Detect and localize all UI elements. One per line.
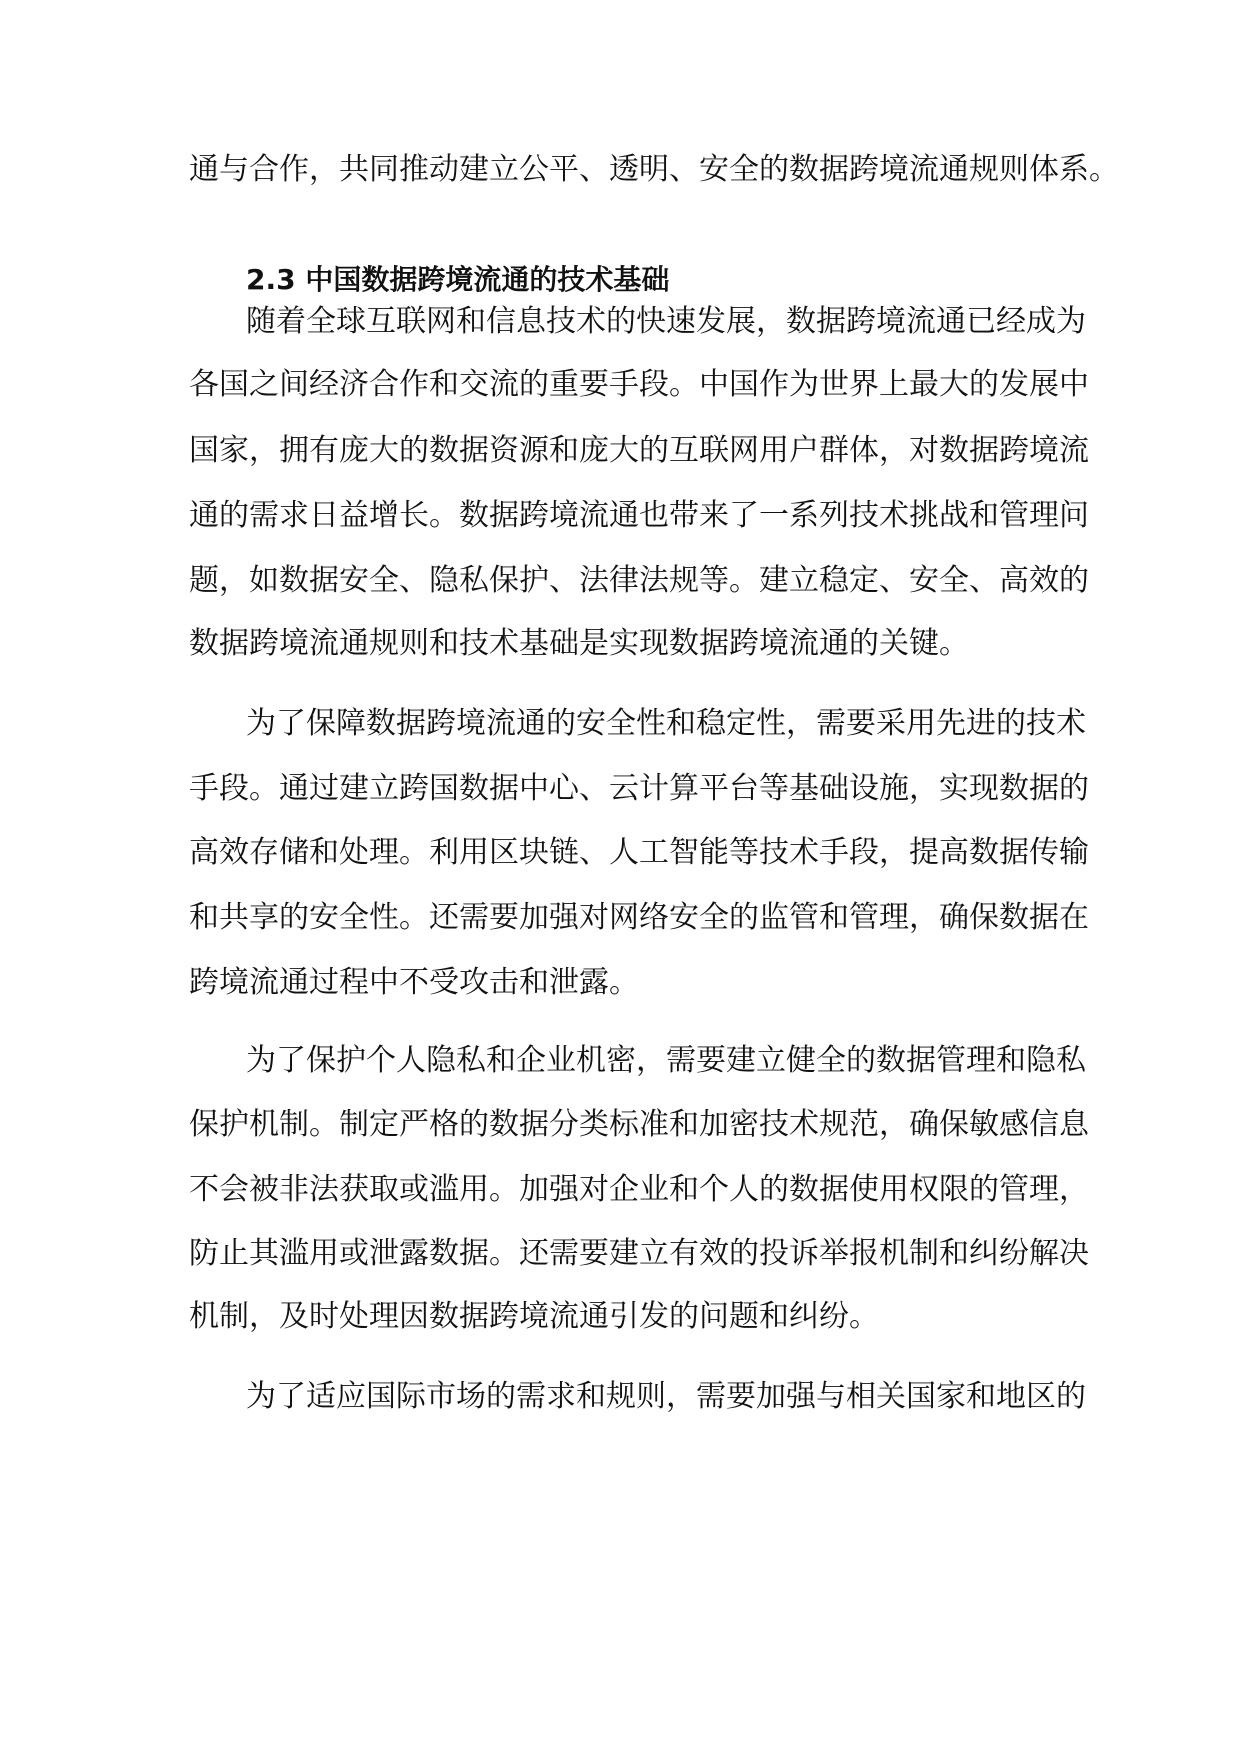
paragraph-3-line-4: 防止其滥用或泄露数据。还需要建立有效的投诉举报机制和纠纷解决: [189, 1236, 1089, 1271]
paragraph-3-line-1: 为了保护个人隐私和企业机密，需要建立健全的数据管理和隐私: [246, 1043, 1086, 1078]
paragraph-3-line-3: 不会被非法获取或滥用。加强对企业和个人的数据使用权限的管理，: [189, 1172, 1089, 1207]
paragraph-1-line-6: 数据跨境流通规则和技术基础是实现数据跨境流通的关键。: [189, 626, 969, 661]
paragraph-1-line-2: 各国之间经济合作和交流的重要手段。中国作为世界上最大的发展中: [189, 367, 1089, 402]
paragraph-3-line-2: 保护机制。制定严格的数据分类标准和加密技术规范，确保敏感信息: [189, 1107, 1089, 1142]
paragraph-2-line-3: 高效存储和处理。利用区块链、人工智能等技术手段，提高数据传输: [189, 835, 1089, 870]
paragraph-1-line-4: 通的需求日益增长。数据跨境流通也带来了一系列技术挑战和管理问: [189, 498, 1089, 533]
paragraph-4-line-1: 为了适应国际市场的需求和规则，需要加强与相关国家和地区的: [246, 1379, 1086, 1414]
paragraph-1-line-5: 题，如数据安全、隐私保护、法律法规等。建立稳定、安全、高效的: [189, 563, 1089, 598]
paragraph-2-line-4: 和共享的安全性。还需要加强对网络安全的监管和管理，确保数据在: [189, 900, 1089, 935]
paragraph-2-line-5: 跨境流通过程中不受攻击和泄露。: [189, 965, 639, 1000]
paragraph-1-line-3: 国家，拥有庞大的数据资源和庞大的互联网用户群体，对数据跨境流: [189, 433, 1089, 468]
paragraph-2-line-2: 手段。通过建立跨国数据中心、云计算平台等基础设施，实现数据的: [189, 771, 1089, 806]
paragraph-1-line-1: 随着全球互联网和信息技术的快速发展，数据跨境流通已经成为: [246, 304, 1086, 339]
section-heading: 2.3 中国数据跨境流通的技术基础: [246, 263, 670, 296]
paragraph-3-line-5: 机制，及时处理因数据跨境流通引发的问题和纠纷。: [189, 1299, 879, 1334]
text-line-1: 通与合作，共同推动建立公平、透明、安全的数据跨境流通规则体系。: [189, 152, 1119, 187]
paragraph-2-line-1: 为了保障数据跨境流通的安全性和稳定性，需要采用先进的技术: [246, 706, 1086, 741]
